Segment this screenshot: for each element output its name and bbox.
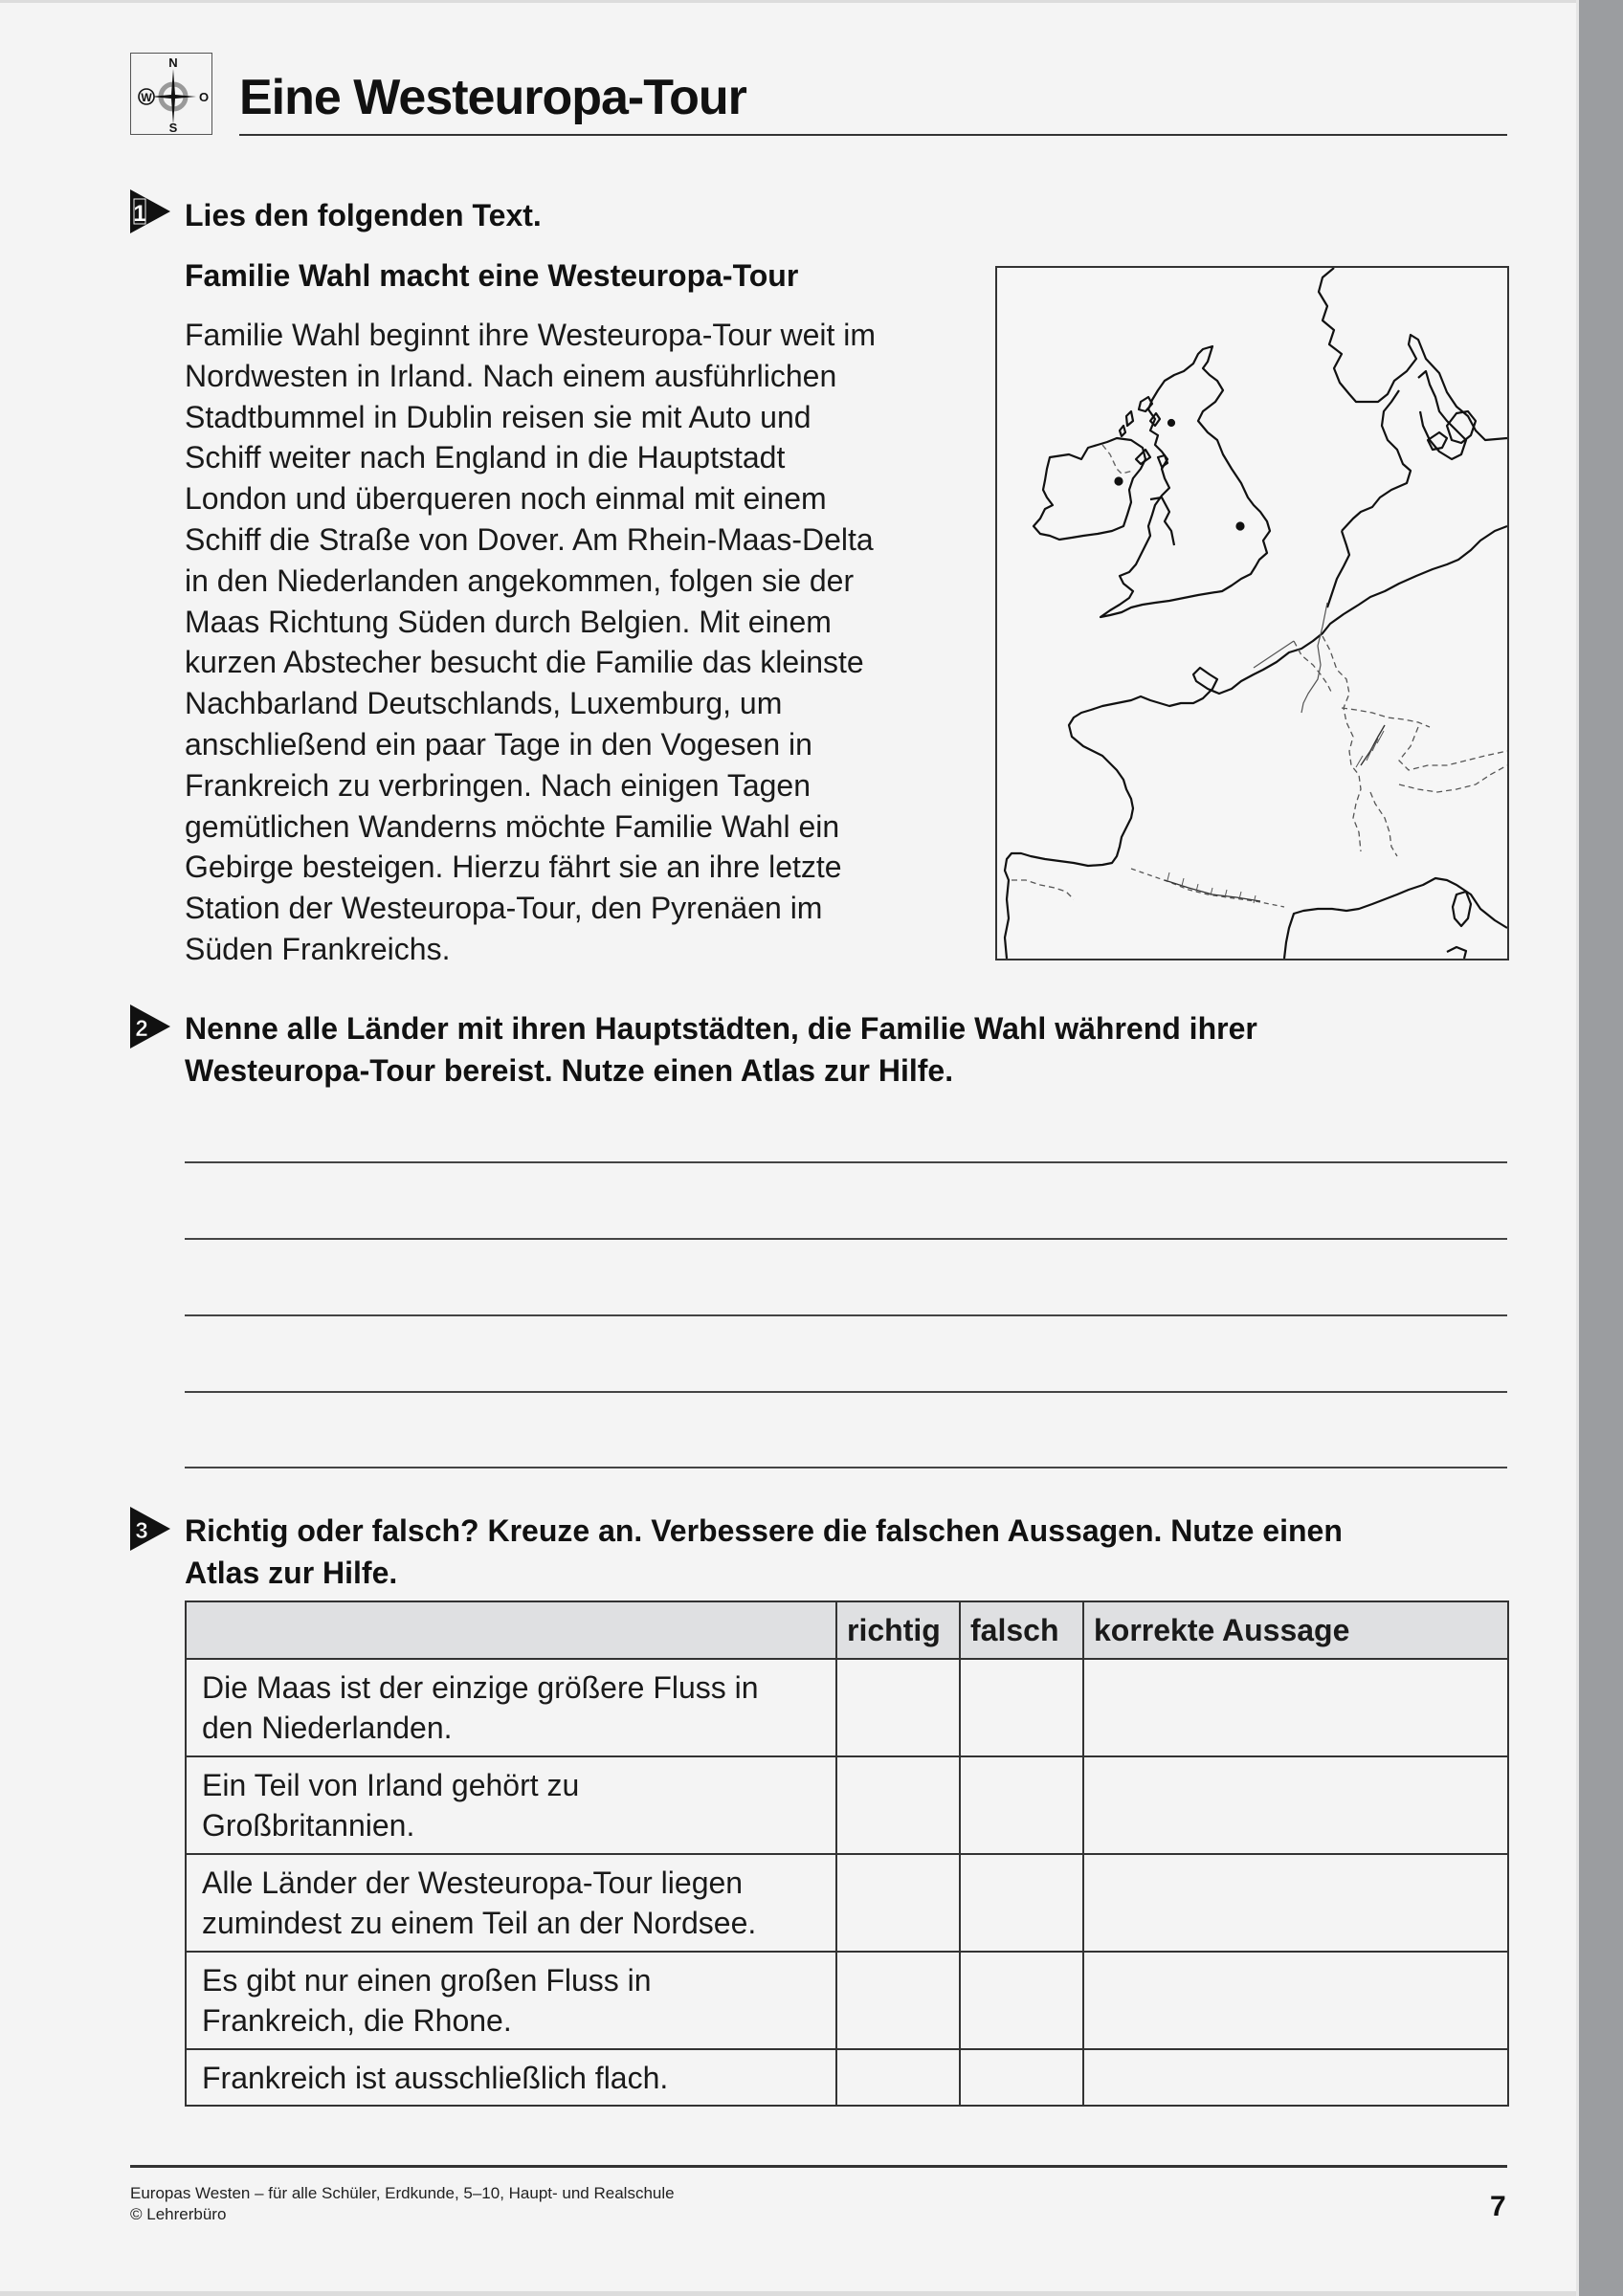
correction-input-cell[interactable] bbox=[1083, 1854, 1508, 1952]
answer-line[interactable] bbox=[185, 1467, 1507, 1468]
side-strip bbox=[1576, 0, 1623, 2296]
table-row bbox=[186, 2049, 1508, 2106]
task-3-badge bbox=[130, 1507, 170, 1556]
answer-line[interactable] bbox=[185, 1314, 1507, 1316]
task-3-instruction bbox=[185, 1510, 1343, 1594]
text-line: Süden Frankreichs. bbox=[185, 931, 451, 966]
richtig-checkbox-cell[interactable] bbox=[836, 1854, 960, 1952]
table-header-row bbox=[186, 1601, 1508, 1659]
text-line: Gebirge besteigen. Hierzu fährt sie an ihre letzte bbox=[185, 850, 842, 885]
falsch-checkbox-cell[interactable] bbox=[960, 1854, 1083, 1952]
task-2-instruction-line: Nenne alle Länder mit ihren Hauptstädten, die Familie Wahl während ihrer bbox=[185, 1011, 1257, 1046]
text-line: gemütlichen Wanderns möchte Familie Wahl ein bbox=[185, 808, 840, 844]
text-line: Stadtbummel in Dublin reisen sie mit Auto und bbox=[185, 399, 812, 434]
compass-icon bbox=[130, 53, 212, 135]
statement-cell: Ein Teil von Irland gehört zu Großbritannien. bbox=[186, 1756, 836, 1854]
header-falsch: falsch bbox=[960, 1601, 1083, 1659]
text-line: Nachbarland Deutschlands, Luxemburg, um bbox=[185, 686, 783, 721]
header-statement bbox=[186, 1601, 836, 1659]
page-bottom-edge bbox=[0, 2291, 1576, 2296]
svg-text:1: 1 bbox=[133, 201, 146, 227]
header-korrekte-aussage: korrekte Aussage bbox=[1083, 1601, 1508, 1659]
page-number: 7 bbox=[1490, 2191, 1506, 2222]
statement-cell: Frankreich ist ausschließlich flach. bbox=[186, 2049, 836, 2106]
text-heading: Familie Wahl macht eine Westeuropa-Tour bbox=[185, 258, 799, 293]
task-arrow-icon bbox=[130, 1507, 170, 1551]
svg-text:2: 2 bbox=[135, 1016, 148, 1042]
footer-copyright: © Lehrerbüro bbox=[130, 2205, 227, 2223]
task-1-instruction: Lies den folgenden Text. bbox=[185, 198, 542, 232]
text-line: kurzen Abstecher besucht die Familie das kleinste bbox=[185, 645, 864, 680]
falsch-checkbox-cell[interactable] bbox=[960, 2049, 1083, 2106]
correction-input-cell[interactable] bbox=[1083, 1756, 1508, 1854]
compass-north-label: N bbox=[168, 55, 178, 70]
richtig-checkbox-cell[interactable] bbox=[836, 2049, 960, 2106]
true-false-table bbox=[185, 1601, 1509, 2107]
falsch-checkbox-cell[interactable] bbox=[960, 1756, 1083, 1854]
task-3-instruction-line: Richtig oder falsch? Kreuze an. Verbessere die falschen Aussagen. Nutze einen bbox=[185, 1513, 1343, 1548]
title-divider bbox=[239, 134, 1507, 136]
page-title: Eine Westeuropa-Tour bbox=[239, 70, 746, 125]
text-line: Familie Wahl beginnt ihre Westeuropa-Tour weit im bbox=[185, 318, 877, 352]
reading-text bbox=[185, 315, 979, 970]
richtig-checkbox-cell[interactable] bbox=[836, 1952, 960, 2049]
text-line: in den Niederlanden angekommen, folgen sie der bbox=[185, 563, 855, 598]
text-line: Station der Westeuropa-Tour, den Pyrenäen im bbox=[185, 891, 823, 926]
header-richtig: richtig bbox=[836, 1601, 960, 1659]
richtig-checkbox-cell[interactable] bbox=[836, 1659, 960, 1756]
footer-book-title: Europas Westen – für alle Schüler, Erdkunde, 5–10, Haupt- und Realschule bbox=[130, 2184, 675, 2202]
falsch-checkbox-cell[interactable] bbox=[960, 1659, 1083, 1756]
footer-source bbox=[130, 2183, 675, 2225]
compass-east-label: O bbox=[198, 90, 210, 104]
text-line: anschließend ein paar Tage in den Vogesen in bbox=[185, 726, 812, 762]
correction-input-cell[interactable] bbox=[1083, 1952, 1508, 2049]
compass-west-label: W bbox=[141, 91, 152, 104]
correction-input-cell[interactable] bbox=[1083, 2049, 1508, 2106]
falsch-checkbox-cell[interactable] bbox=[960, 1952, 1083, 2049]
text-line: Schiff weiter nach England in die Hauptstadt bbox=[185, 440, 786, 475]
task-arrow-icon bbox=[130, 1004, 170, 1049]
svg-text:3: 3 bbox=[135, 1518, 148, 1544]
footer-divider bbox=[130, 2165, 1507, 2168]
answer-line[interactable] bbox=[185, 1238, 1507, 1240]
answer-line[interactable] bbox=[185, 1161, 1507, 1163]
statement-cell: Es gibt nur einen großen Fluss in Frankreich, die Rhone. bbox=[186, 1952, 836, 2049]
text-line: Schiff die Straße von Dover. Am Rhein-Maas-Delta bbox=[185, 521, 874, 557]
text-line: Nordwesten in Irland. Nach einem ausführlichen bbox=[185, 358, 837, 393]
richtig-checkbox-cell[interactable] bbox=[836, 1756, 960, 1854]
text-line: Frankreich zu verbringen. Nach einigen Tagen bbox=[185, 767, 812, 803]
table-row bbox=[186, 1952, 1508, 2049]
statement-cell: Alle Länder der Westeuropa-Tour liegen zumindest zu einem Teil an der Nordsee. bbox=[186, 1854, 836, 1952]
table-row bbox=[186, 1659, 1508, 1756]
task-3-instruction-line: Atlas zur Hilfe. bbox=[185, 1556, 398, 1590]
answer-line[interactable] bbox=[185, 1391, 1507, 1393]
task-2-instruction bbox=[185, 1007, 1257, 1092]
page-top-edge bbox=[0, 0, 1576, 3]
task-1-badge bbox=[130, 189, 170, 238]
western-europe-map bbox=[995, 266, 1509, 960]
table-row bbox=[186, 1756, 1508, 1854]
task-2-instruction-line: Westeuropa-Tour bereist. Nutze einen Atlas zur Hilfe. bbox=[185, 1053, 954, 1088]
correction-input-cell[interactable] bbox=[1083, 1659, 1508, 1756]
text-line: Maas Richtung Süden durch Belgien. Mit einem bbox=[185, 604, 832, 639]
table-row bbox=[186, 1854, 1508, 1952]
statement-cell: Die Maas ist der einzige größere Fluss in den Niederlanden. bbox=[186, 1659, 836, 1756]
compass-south-label: S bbox=[168, 121, 178, 134]
text-line: London und überqueren noch einmal mit einem bbox=[185, 481, 827, 517]
task-arrow-icon bbox=[130, 189, 170, 233]
task-2-badge bbox=[130, 1004, 170, 1053]
